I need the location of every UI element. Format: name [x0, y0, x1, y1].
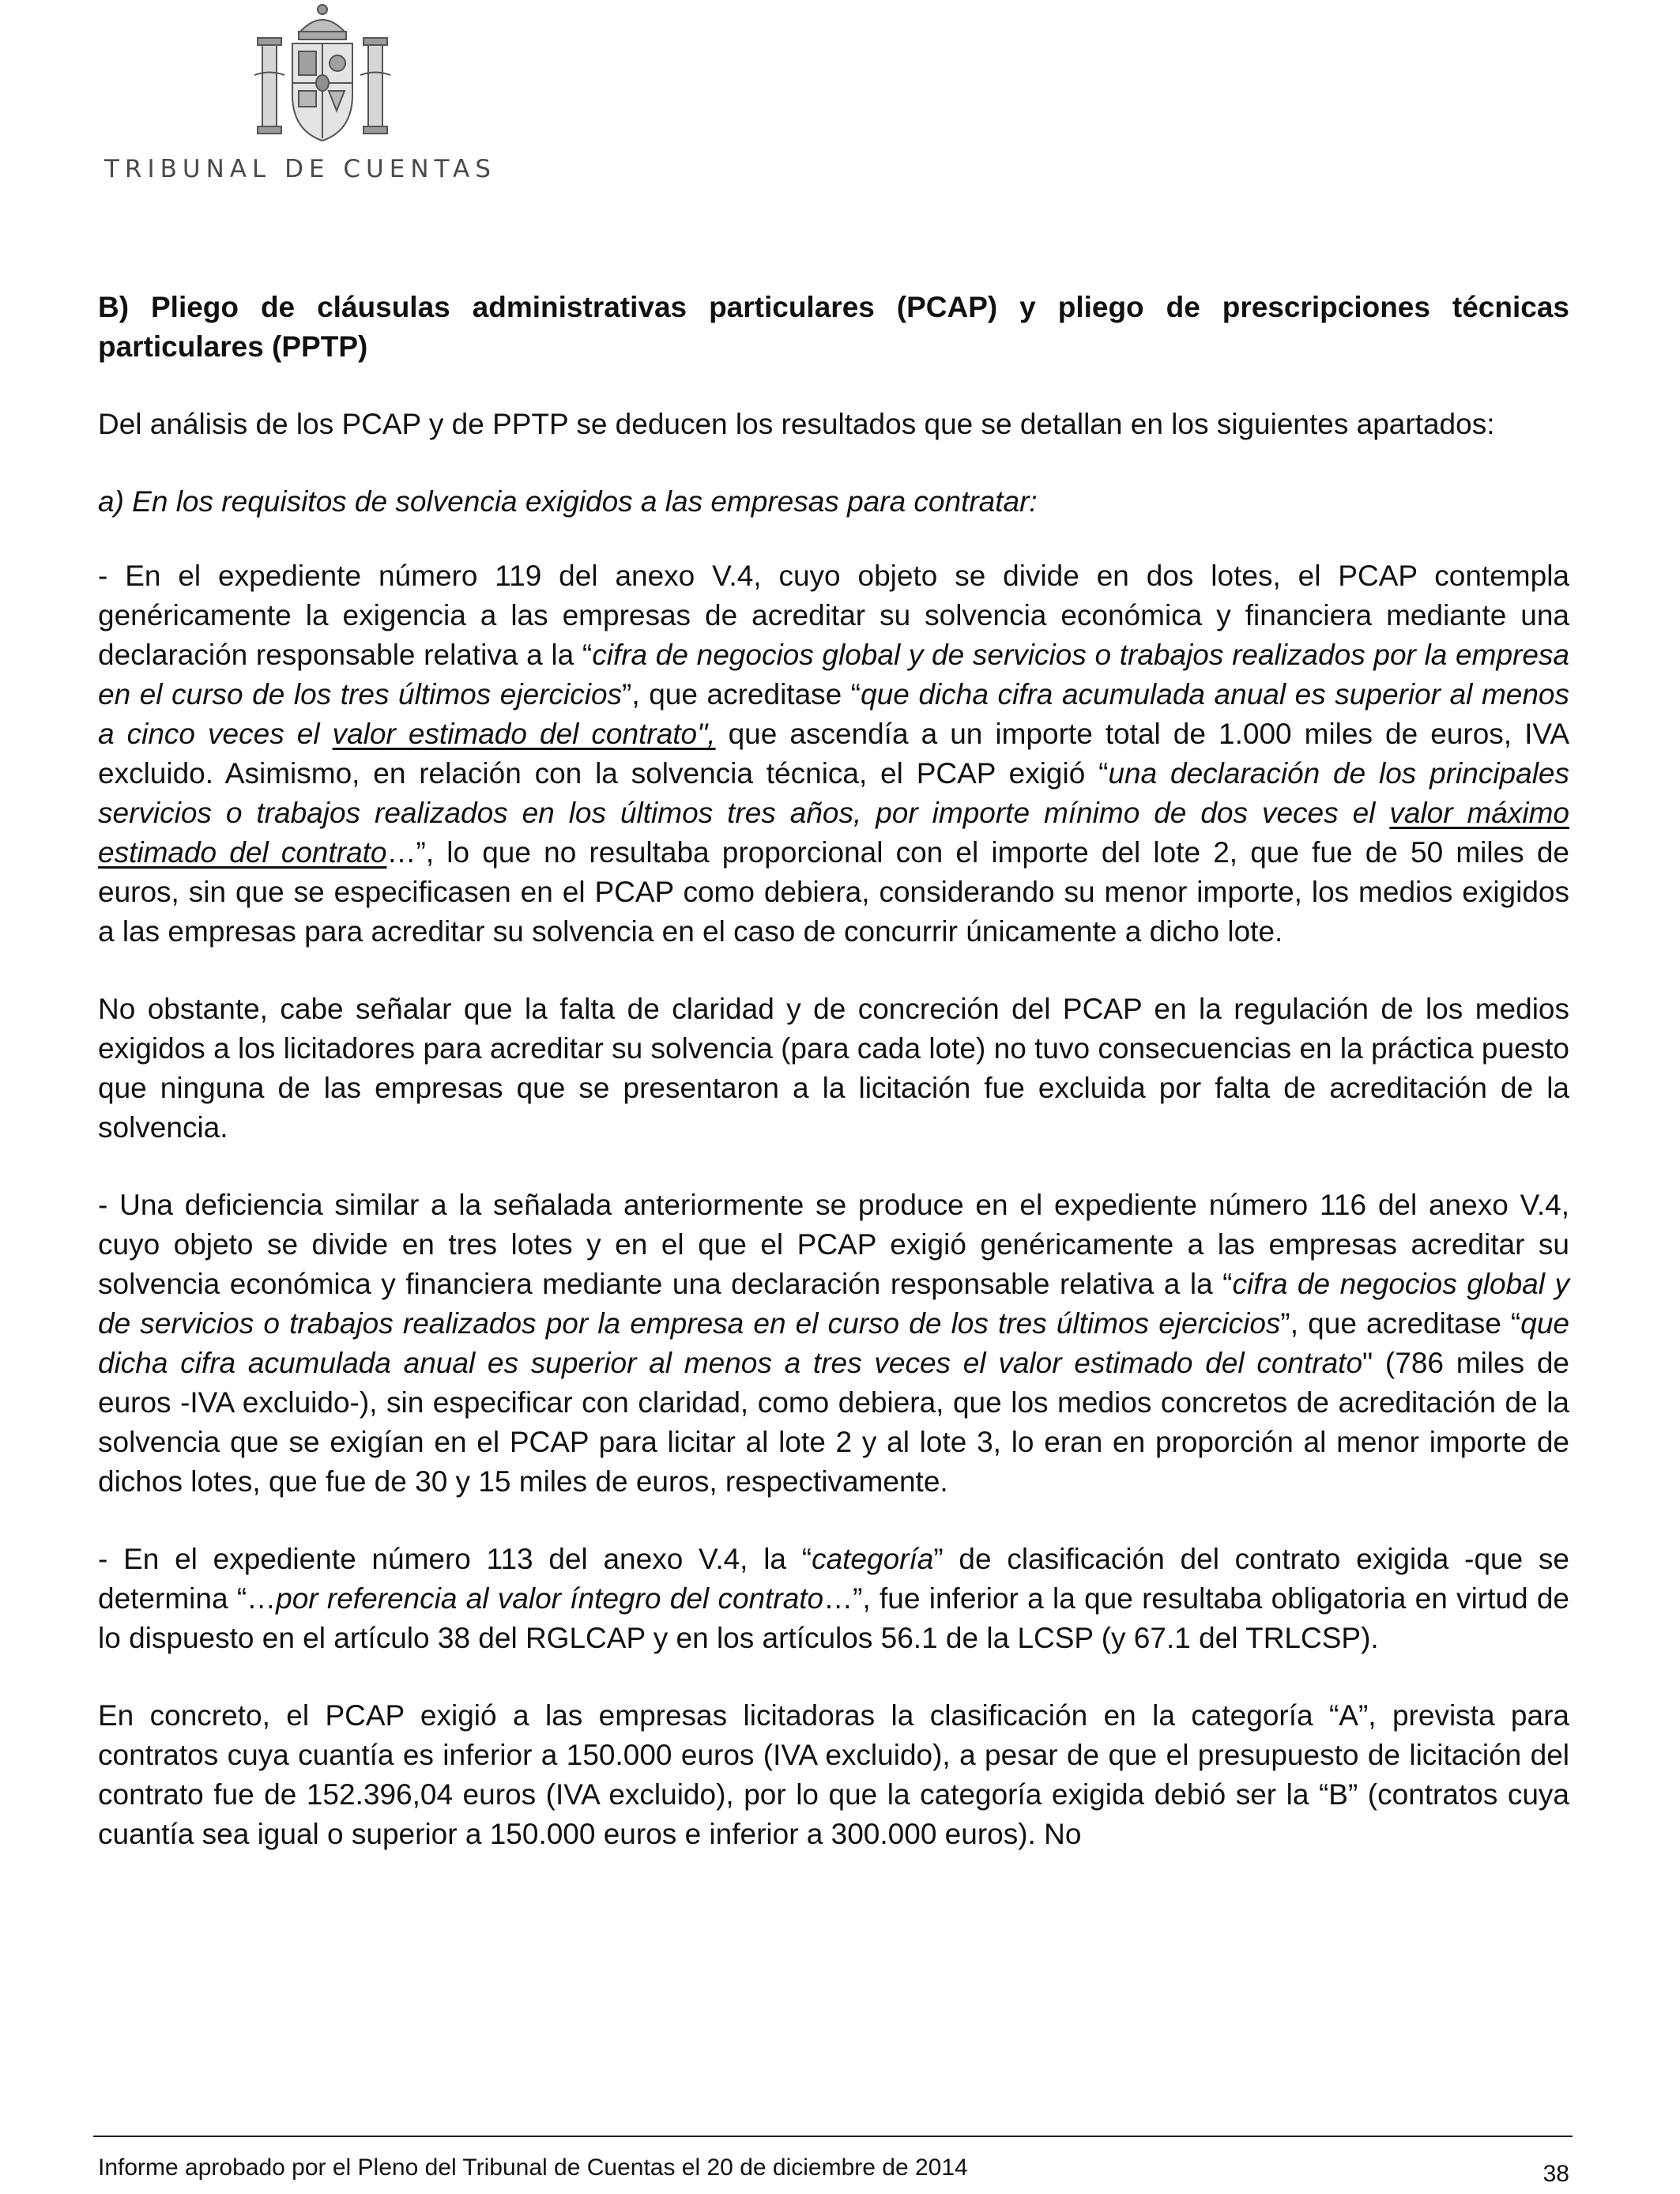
paragraph-expediente-116 [98, 1186, 1569, 1502]
text: - En el expediente número 113 del anexo V.4, la “ [98, 1543, 812, 1575]
text: que ascendía a un importe total de 1.000 miles de euros, IVA excluido. Asimismo, en relación con la solvencia técnica, el PCAP exigió “ [98, 718, 1569, 790]
footer-note: Informe aprobado por el Pleno del Tribunal de Cuentas el 20 de diciembre de 2014 [98, 2154, 968, 2181]
footer-divider [93, 2136, 1573, 2137]
subheading: a) En los requisitos de solvencia exigidos a las empresas para contratar: [98, 485, 1038, 518]
text: " (786 miles de euros -IVA excluido-), sin especificar con claridad, como debiera, que los medios concretos de acreditación de la solvencia que se exigían en el PCAP para licitar al lote 2 y al lote 3, lo eran en proporción al menor importe de dichos lotes, que fue de 30 y 15 miles de euros, respectivamente. [98, 1347, 1569, 1498]
text: …”, fue inferior a la que resultaba obligatoria en virtud de lo dispuesto en el artículo 38 del RGLCAP y en los artículos 56.1 de la LCSP (y 67.1 del TRLCSP). [98, 1582, 1569, 1654]
text: ”, que acreditase “ [1280, 1307, 1521, 1340]
quote: categoría [812, 1543, 934, 1575]
document-body [98, 288, 1569, 1892]
text: ”, que acreditase “ [622, 678, 861, 711]
paragraph-no-obstante: No obstante, cabe señalar que la falta de claridad y de concreción del PCAP en la regulación de los medios exigidos a los licitadores para acreditar su solvencia (para cada lote) no tuvo consecuencias en la práctica puesto que ninguna de las empresas que se presentaron a la licitación fue excluida por falta de acreditación de la solvencia. [98, 993, 1569, 1144]
underlined-quote: valor máximo estimado del contrato [98, 797, 1569, 869]
paragraph-en-concreto: En concreto, el PCAP exigió a las empresas licitadoras la clasificación en la categoría “A”, prevista para contratos cuya cuantía es inferior a 150.000 euros (IVA excluido), a pesar de que el presupuesto de licitación del contrato fue de 152.396,04 euros (IVA excluido), por lo que la categoría exigida debió ser la “B” (contratos cuya cuantía sea igual o superior a 150.000 euros e inferior a 300.000 euros). No [98, 1699, 1569, 1850]
text: - Una deficiencia similar a la señalada anteriormente se produce en el expediente número 116 del anexo V.4, cuyo objeto se divide en tres lotes y en el que el PCAP exigió genéricamente a las empresas acreditar su solvencia económica y financiera mediante una declaración responsable relativa a la “ [98, 1189, 1569, 1300]
coat-of-arms-icon [251, 0, 394, 146]
quote: por referencia al valor íntegro del contrato [276, 1582, 824, 1615]
quote: cifra de negocios global y de servicios o trabajos realizados por la empresa en el curso de los tres últimos ejercicios [98, 1268, 1569, 1340]
text: …”, lo que no resultaba proporcional con el importe del lote 2, que fue de 50 miles de euros, sin que se especificasen en el PCAP como debiera, considerando su menor importe, los medios exigidos a las empresas para acreditar su solvencia en el caso de concurrir únicamente a dicho lote. [98, 836, 1569, 948]
paragraph-expediente-119 [98, 556, 1569, 952]
text: ” de clasificación del contrato exigida -que se determina “… [98, 1543, 1569, 1615]
page-number: 38 [1543, 2161, 1569, 2187]
organization-name: TRIBUNAL DE CUENTAS [104, 155, 496, 183]
quote: que dicha cifra acumulada anual es superior al menos a tres veces el valor estimado del contrato [98, 1307, 1569, 1379]
paragraph-expediente-113 [98, 1540, 1569, 1658]
section-heading: B) Pliego de cláusulas administrativas particulares (PCAP) y pliego de prescripciones técnicas particulares (PPTP) [98, 291, 1569, 363]
quote: cifra de negocios global y de servicios o trabajos realizados por la empresa en el curso de los tres últimos ejercicios [98, 639, 1570, 711]
intro-paragraph: Del análisis de los PCAP y de PPTP se deducen los resultados que se detallan en los siguientes apartados: [98, 408, 1495, 440]
underlined-quote: valor estimado del contrato", [332, 718, 716, 750]
quote: que dicha cifra acumulada anual es superior al menos a cinco veces el [98, 678, 1569, 750]
quote: una declaración de los principales servicios o trabajos realizados en los últimos tres años, por importe mínimo de dos veces el [98, 757, 1569, 829]
text: - En el expediente número 119 del anexo V.4, cuyo objeto se divide en dos lotes, el PCAP contempla genéricamente la exigencia a las empresas de acreditar su solvencia económica y financiera mediante una declaración responsable relativa a la “ [98, 560, 1569, 671]
